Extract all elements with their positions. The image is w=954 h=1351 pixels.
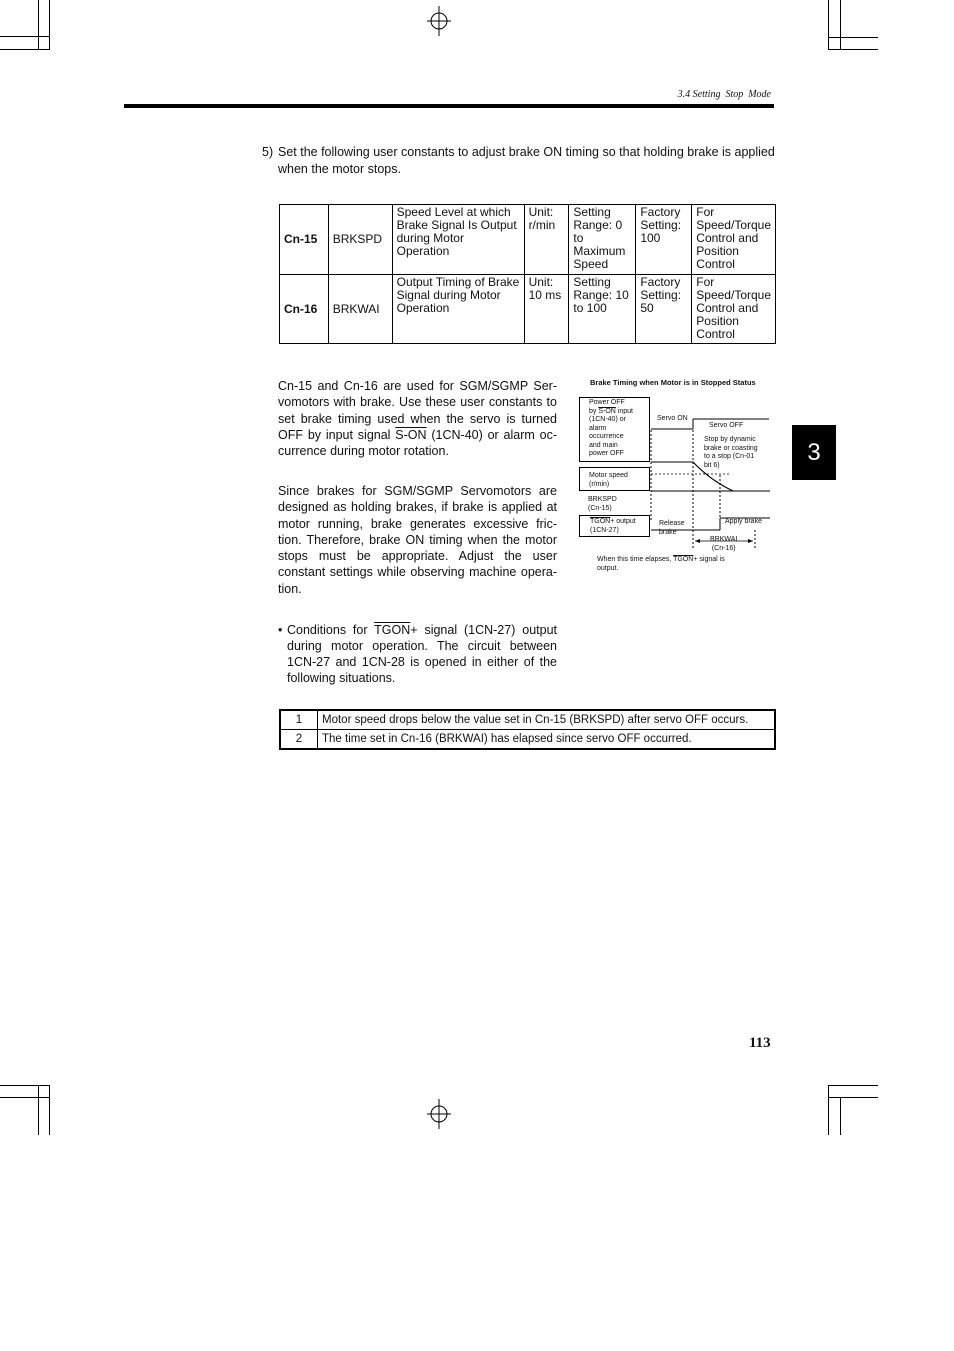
diagram-note	[597, 556, 725, 573]
parameter-table	[279, 204, 776, 344]
label-line	[597, 556, 725, 565]
param-applies: For Speed/Torque Control and Position Control	[692, 205, 776, 275]
param-description: Speed Level at which Brake Signal Is Output during Motor Operation	[392, 205, 524, 275]
motor-speed-label	[589, 472, 628, 489]
signal-name: TGON	[590, 518, 611, 525]
paragraph-text: Cn-15 and Cn-16 are used for SGM/SGMP Ser-vomotors with brake. Use these user constants to set brake timing used when the servo is turned OFF by input signal	[278, 379, 557, 442]
crop-mark	[828, 49, 878, 50]
stop-note	[704, 436, 758, 470]
brkwai-label	[710, 536, 737, 553]
param-range: Setting Range: 10 to 100	[569, 275, 636, 344]
condition-number: 2	[280, 730, 318, 750]
table-row	[280, 710, 775, 730]
crop-mark	[0, 36, 50, 37]
header-rule	[124, 104, 774, 108]
label-line: (1CN-40) or	[589, 416, 626, 423]
param-name: BRKSPD	[328, 205, 392, 275]
label-line: Motor speed	[589, 472, 628, 479]
param-unit: Unit: 10 ms	[524, 275, 569, 344]
label-line: alarm	[589, 424, 607, 432]
table-row	[280, 275, 776, 344]
label-line: output.	[597, 564, 619, 572]
brkspd-label	[588, 496, 617, 513]
paragraph-text: (1CN-40) or alarm oc-currence during motor rotation.	[278, 427, 558, 459]
bullet-text-part: Conditions for	[287, 623, 375, 637]
label-part: input	[615, 407, 633, 415]
table-row	[280, 730, 775, 750]
param-range: Setting Range: 0 to Maximum Speed	[569, 205, 636, 275]
label-part: + signal is	[693, 556, 725, 563]
signal-name: TGON	[374, 623, 411, 637]
crop-mark	[49, 0, 50, 50]
label-line	[590, 518, 636, 527]
param-applies: For Speed/Torque Control and Position Control	[692, 275, 776, 344]
paragraph-usage	[278, 378, 557, 459]
intro-step	[262, 144, 776, 178]
crop-mark	[828, 37, 878, 38]
label-line: brake or coasting	[704, 444, 758, 452]
bullet-dot: •	[278, 623, 283, 637]
label-part: When this time elapses,	[597, 556, 674, 563]
signal-name: S-ON	[598, 407, 616, 415]
label-line: BRKWAI	[710, 536, 738, 543]
param-factory: Factory Setting: 100	[636, 205, 692, 275]
crop-mark	[828, 1097, 878, 1098]
section-header: 3.4 Setting Stop Mode	[677, 89, 771, 100]
label-line: (Cn-15)	[588, 504, 612, 512]
param-description: Output Timing of Brake Signal during Motor Operation	[392, 275, 524, 344]
bullet-conditions	[278, 622, 557, 686]
page-number: 113	[749, 1035, 771, 1051]
label-line: and main	[589, 441, 618, 449]
bullet-text-part: + signal (1CN-27) output during motor operation. The circuit between 1CN-27 and 1CN-28 is opened in either of the following situations.	[287, 623, 558, 685]
crop-mark	[840, 1097, 841, 1135]
step-text: Set the following user constants to adjust brake ON timing so that holding brake is applied when the motor stops.	[278, 145, 775, 176]
crop-mark	[0, 1097, 50, 1098]
crop-mark	[840, 0, 841, 50]
registration-mark-bottom	[421, 1099, 457, 1129]
crop-mark	[38, 1085, 39, 1135]
step-number: 5)	[262, 145, 274, 159]
condition-text: The time set in Cn-16 (BRKWAI) has elapsed since servo OFF occurred.	[318, 730, 776, 750]
param-name: BRKWAI	[328, 275, 392, 344]
crop-mark	[0, 49, 50, 50]
tgon-output-label	[590, 518, 636, 535]
label-line	[589, 408, 633, 417]
servo-off-label: Servo OFF	[709, 422, 744, 429]
label-line: Stop by dynamic	[704, 436, 756, 443]
param-factory: Factory Setting: 50	[636, 275, 692, 344]
diagram-title: Brake Timing when Motor is in Stopped Status	[590, 378, 756, 387]
label-line: (Cn-16)	[711, 544, 736, 552]
label-line: Release	[659, 520, 685, 527]
label-line: brake	[659, 528, 677, 536]
label-line: bit 6)	[704, 461, 720, 469]
signal-name: TGON	[673, 556, 694, 563]
condition-number: 1	[280, 710, 318, 730]
param-code: Cn-16	[280, 275, 329, 344]
apply-brake-label: Apply brake	[725, 518, 762, 525]
label-part: + output	[610, 518, 636, 525]
release-brake-label	[659, 520, 685, 537]
condition-text: Motor speed drops below the value set in Cn-15 (BRKSPD) after servo OFF occurs.	[318, 710, 776, 730]
crop-mark	[828, 1085, 878, 1086]
label-line: (1CN-27)	[590, 526, 619, 534]
crop-mark	[828, 0, 829, 50]
label-line: Power OFF	[589, 399, 625, 406]
label-line: BRKSPD	[588, 496, 617, 503]
paragraph-brakes: Since brakes for SGM/SGMP Servomotors are designed as holding brakes, if brake is applied at motor running, brake generates excessive fric-tion. Therefore, brake ON timing when the motor stops must be appropriate. Adjust the user constant settings while observing machine opera-tion.	[278, 484, 557, 596]
signal-name: S-ON	[395, 427, 427, 442]
label-line: occurrence	[589, 433, 624, 440]
chapter-tab: 3	[792, 425, 836, 480]
label-part: by	[589, 407, 599, 415]
crop-mark	[38, 0, 39, 50]
crop-mark	[0, 1085, 50, 1086]
crop-mark	[49, 1085, 50, 1135]
label-line: (r/min)	[589, 480, 610, 488]
label-line: power OFF	[589, 450, 625, 457]
crop-mark	[828, 1085, 829, 1135]
power-off-label	[589, 399, 633, 459]
label-line: to a stop (Cn-01	[704, 453, 755, 460]
table-row	[280, 205, 776, 275]
bullet-text	[287, 622, 557, 686]
servo-on-label: Servo ON	[657, 415, 688, 422]
param-code: Cn-15	[280, 205, 329, 275]
registration-mark-top	[421, 6, 457, 36]
param-unit: Unit: r/min	[524, 205, 569, 275]
conditions-table	[279, 709, 776, 750]
